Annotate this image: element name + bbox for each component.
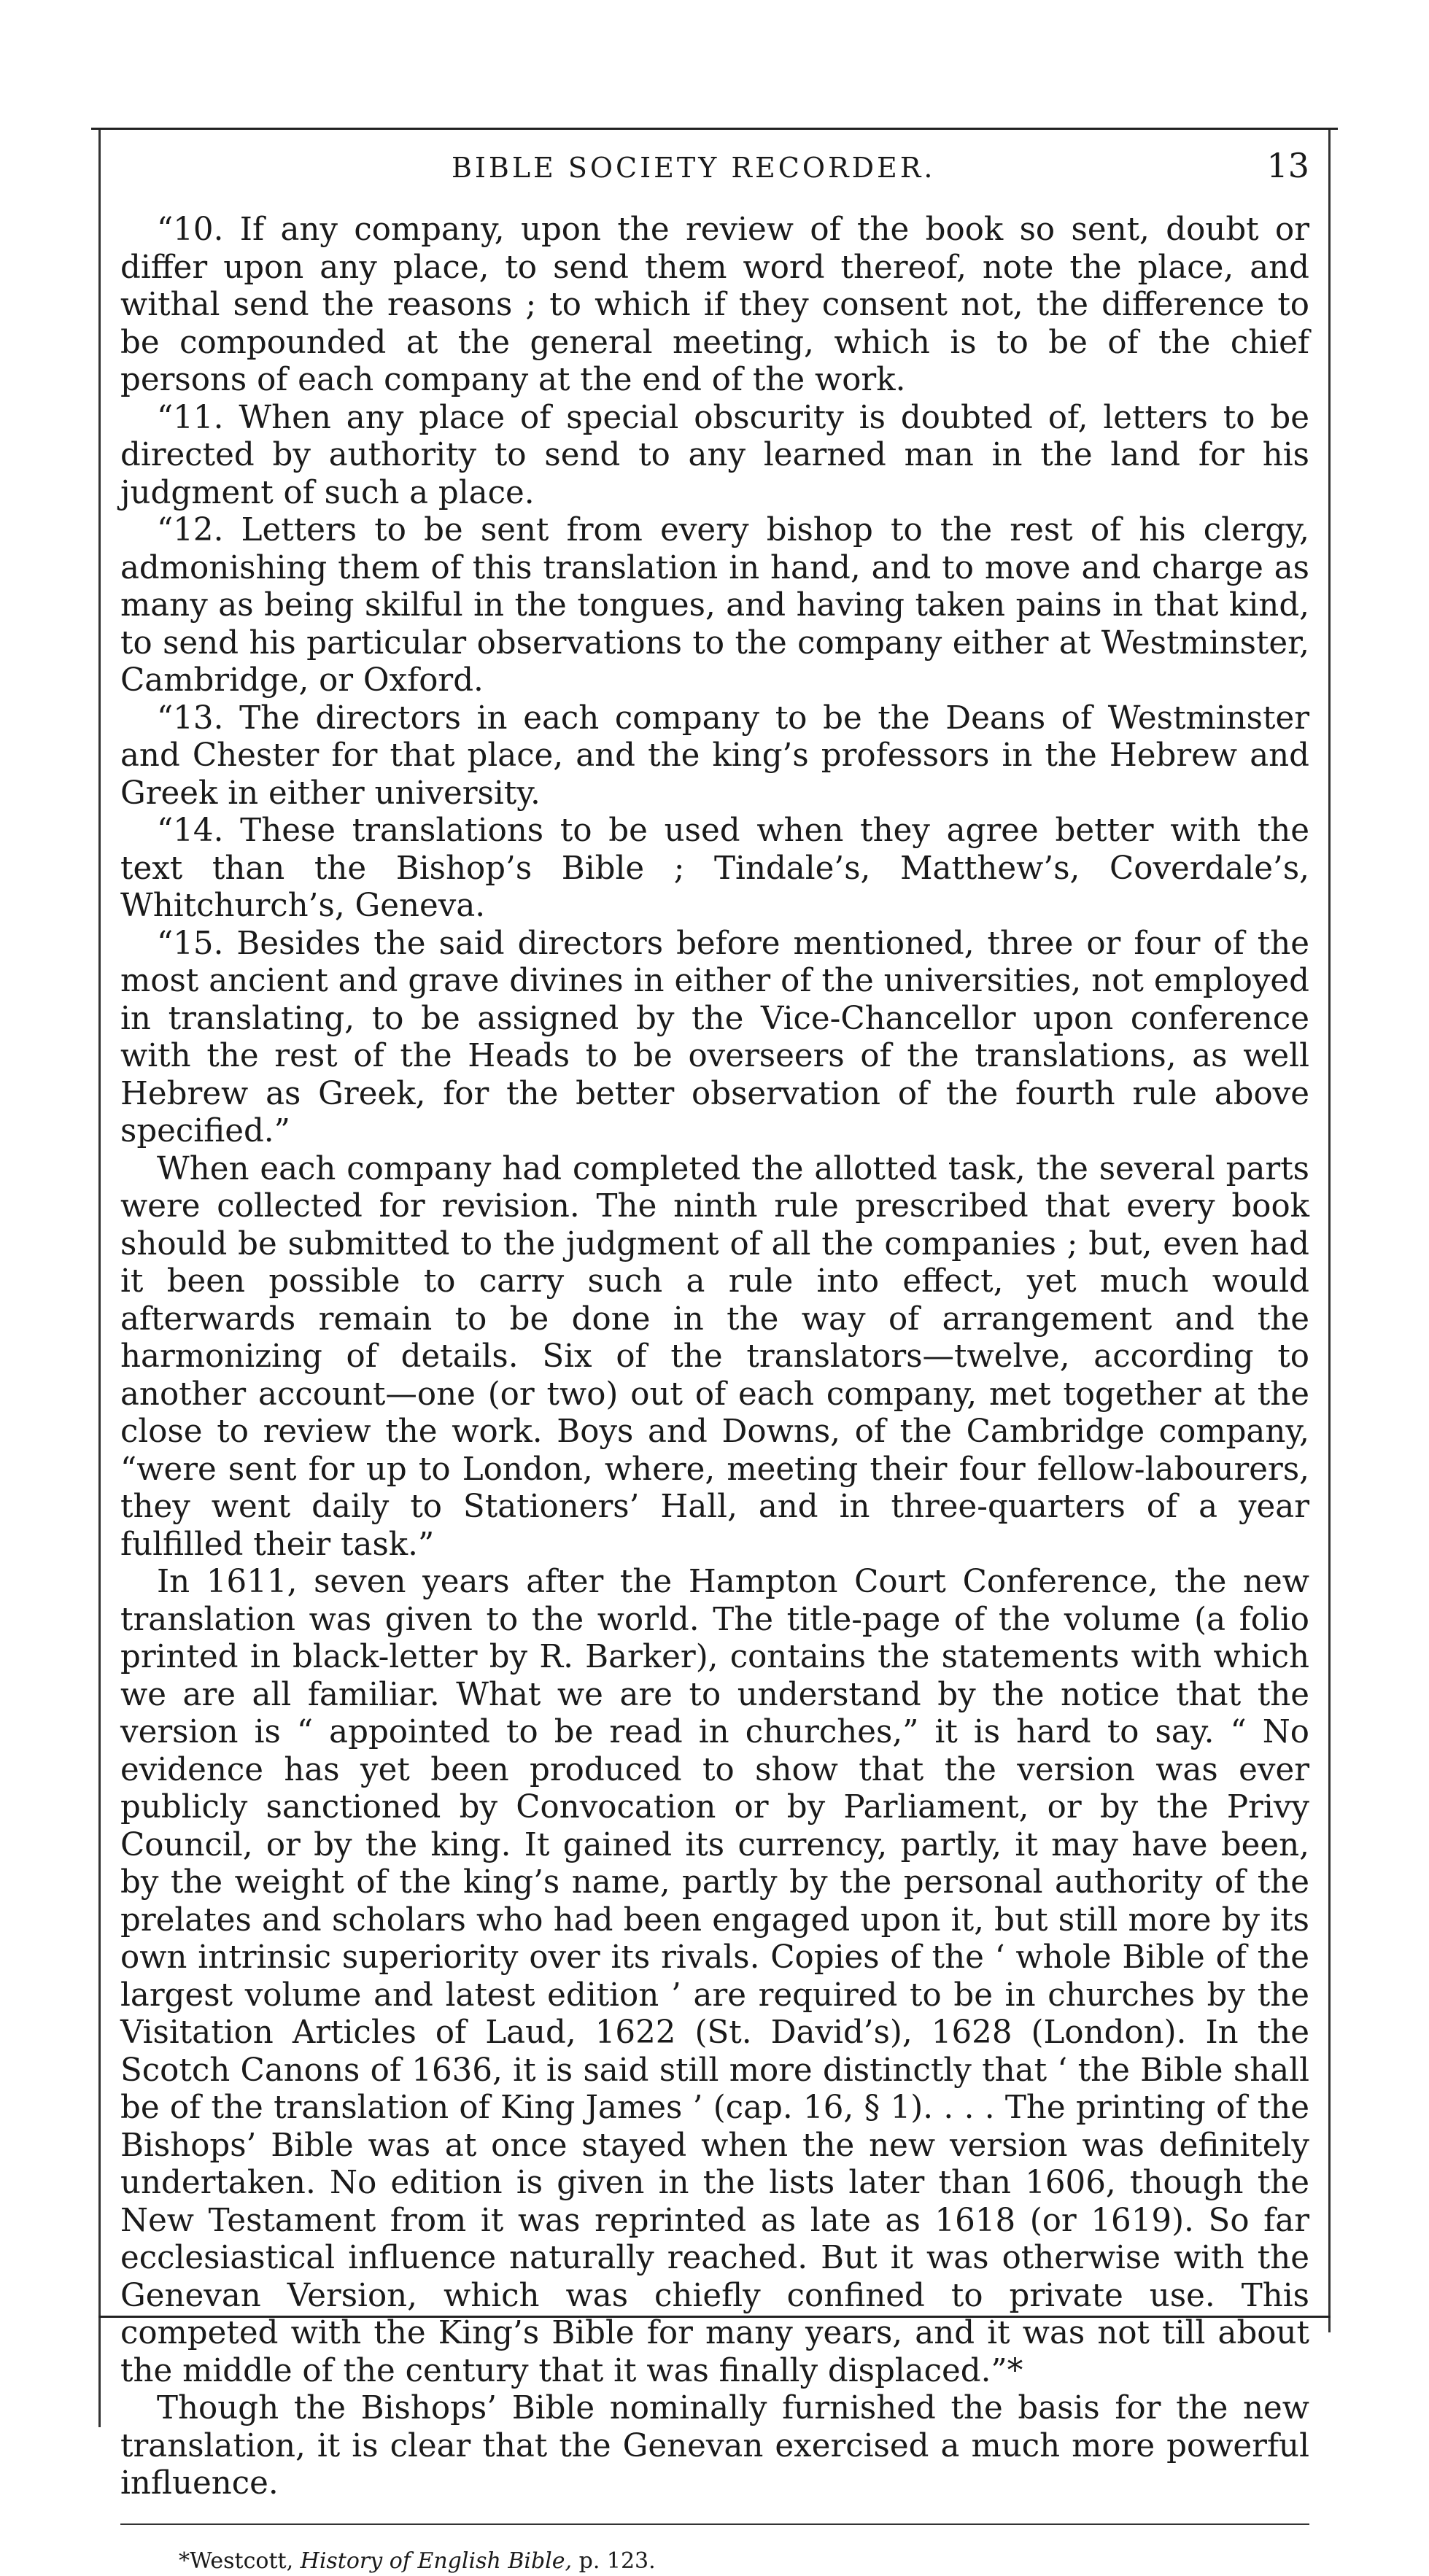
paragraph-revision: When each company had completed the allotted task, the several parts were collected for revision. The ninth rule prescribed that every book should be submitted to the judgment of all the companies ; but, even had it been possible to carry such a rule into effect, yet much would afterwards remain to be done in the way of arrangement and the harmonizing of details. Six of the translators—twelve, according to another account—one (or two) out of each company, met together at the close to review the work. Boys and Downs, of the Cambridge company, “were sent for up to London, where, meeting their four fellow-labourers, they went daily to Stationers’ Hall, and in three-quarters of a year fulfilled their task.” [120,1150,1309,1563]
page-number: 13 [1266,146,1309,185]
left-border-rule [98,130,101,2427]
footnote-page: p. 123. [578,2548,656,2574]
paragraph-rule-14: “14. These translations to be used when they agree better with the text than the Bishop’s Bible ; Tindale’s, Matthew’s, Coverdale’s, Whitchurch’s, Geneva. [120,812,1309,924]
footnote-title: History of English Bible, [300,2548,573,2574]
right-border-rule [1328,130,1331,2332]
body-text [120,212,1309,2503]
running-title: BIBLE SOCIETY RECORDER. [451,152,936,184]
paragraph-rule-10: “10. If any company, upon the review of the book so sent, doubt or differ upon any place, to send them word thereof, note the place, and withal send the reasons ; to which if they consent not, the difference to be compounded at the general meeting, which is to be of the chief persons of each company at the end of the work. [120,212,1309,398]
paragraph-genevan-influence: Though the Bishops’ Bible nominally furnished the basis for the new translation, it is clear that the Genevan exercised a much more powerful influence. [120,2390,1309,2502]
paragraph-rule-13: “13. The directors in each company to be the Deans of Westminster and Chester for that place, and the king’s professors in the Hebrew and Greek in either university. [120,699,1309,812]
page-content [120,146,1309,2576]
footnote-divider [120,2523,1309,2525]
paragraph-1611: In 1611, seven years after the Hampton Court Conference, the new translation was given to the world. The title-page of the volume (a folio printed in black-letter by R. Barker), contains the statements with which we are all familiar. What we are to understand by the notice that the version is “ appointed to be read in churches,” it is hard to say. “ No evidence has yet been produced to show that the version was ever publicly sanctioned by Convocation or by Parliament, or by the Privy Council, or by the king. It gained its currency, partly, it may have been, by the weight of the king’s name, partly by the personal authority of the prelates and scholars who had been engaged upon it, but still more by its own intrinsic superiority over its rivals. Copies of the ‘ whole Bible of the largest volume and latest edition ’ are required to be in churches by the Visitation Articles of Laud, 1622 (St. David’s), 1628 (London). In the Scotch Canons of 1636, it is said still more distinctly that ‘ the Bible shall be of the translation of King James ’ (cap. 16, § 1). . . . The printing of the Bishops’ Bible was at once stayed when the new version was definitely undertaken. No edition is given in the lists later than 1606, though the New Testament from it was reprinted as late as 1618 (or 1619). So far ecclesiastical influence naturally reached. But it was otherwise with the Genevan Version, which was chiefly confined to private use. This competed with the King’s Bible for many years, and it was not till about the middle of the century that it was finally displaced.”* [120,1564,1309,2389]
top-border-rule [91,128,1338,130]
paragraph-rule-15: “15. Besides the said directors before mentioned, three or four of the most ancient and grave divines in either of the universities, not employed in translating, to be assigned by the Vice-Chancellor upon conference with the rest of the Heads to be overseers of the translations, as well Hebrew as Greek, for the better observation of the fourth rule above specified.” [120,925,1309,1149]
paragraph-rule-11: “11. When any place of special obscurity is doubted of, letters to be directed by authority to send to any learned man in the land for his judgment of such a place. [120,399,1309,511]
footnote-author: *Westcott, [179,2548,294,2574]
page-header [120,146,1309,212]
footnote [120,2547,1309,2576]
paragraph-rule-12: “12. Letters to be sent from every bishop to the rest of his clergy, admonishing them of this translation in hand, and to move and charge as many as being skilful in the tongues, and having taken pains in that kind, to send his particular observations to the company either at Westminster, Cambridge, or Oxford. [120,512,1309,699]
